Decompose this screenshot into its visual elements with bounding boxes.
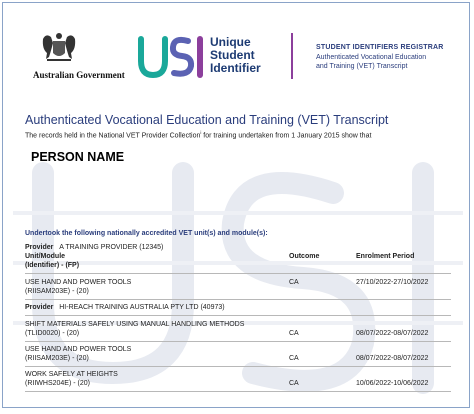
col-period-header: Enrolment Period <box>356 253 415 260</box>
document-title: Authenticated Vocational Education and Training (VET) Transcript <box>25 113 389 127</box>
unit-period: 08/07/2022-08/07/2022 <box>356 355 429 362</box>
provider-label: Provider <box>25 304 54 311</box>
provider-name: HI-REACH TRAINING AUSTRALIA PTY LTD (40973) <box>59 304 225 311</box>
registrar-line-2: Authenticated Vocational Education <box>316 53 427 61</box>
registrar-title: STUDENT IDENTIFIERS REGISTRAR <box>316 44 444 51</box>
table-divider <box>25 315 451 316</box>
unit-identifier: (RIISAM203E) - (20) <box>25 355 89 362</box>
unit-name: WORK SAFELY AT HEIGHTS <box>25 371 118 378</box>
col-outcome-header: Outcome <box>289 253 320 260</box>
government-name: Australian Government <box>33 70 125 80</box>
table-divider <box>25 273 451 274</box>
col-unit-header: Unit/Module <box>25 253 66 260</box>
unit-name: USE HAND AND POWER TOOLS <box>25 346 132 353</box>
usi-wordmark <box>210 36 261 75</box>
table-divider <box>25 391 451 392</box>
subtitle-text: The records held in the National VET Provider Collection <box>25 132 201 140</box>
table-divider <box>25 341 451 342</box>
unit-period: 10/06/2022-10/06/2022 <box>356 380 429 387</box>
usi-word-unique: Unique <box>210 35 251 49</box>
unit-name: SHIFT MATERIALS SAFELY USING MANUAL HANDLING METHODS <box>25 321 245 328</box>
transcript-page <box>2 2 470 408</box>
unit-outcome: CA <box>289 330 299 337</box>
provider-name: A TRAINING PROVIDER (12345) <box>59 244 164 251</box>
unit-name: USE HAND AND POWER TOOLS <box>25 279 132 286</box>
unit-period: 08/07/2022-08/07/2022 <box>356 330 429 337</box>
col-unit-header-ident: (Identifier) - (FP) <box>25 262 80 269</box>
unit-identifier: (TLID0020) - (20) <box>25 330 80 337</box>
usi-word-student: Student <box>210 48 255 62</box>
usi-logo-icon <box>136 33 206 81</box>
usi-word-identifier: Identifier <box>210 61 261 75</box>
units-heading: Undertook the following nationally accredited VET unit(s) and module(s): <box>25 230 268 237</box>
subtitle-footnote-mark: i <box>200 130 202 135</box>
table-divider <box>25 299 451 300</box>
person-name: PERSON NAME <box>31 150 125 164</box>
unit-identifier: (RIISAM203E) - (20) <box>25 288 89 295</box>
unit-outcome: CA <box>289 279 299 286</box>
registrar-line-3: and Training (VET) Transcript <box>316 63 408 70</box>
provider-label: Provider <box>25 244 54 251</box>
table-divider <box>25 366 451 367</box>
page-header <box>3 3 470 103</box>
usi-mark-text: USI <box>136 33 138 34</box>
unit-outcome: CA <box>289 355 299 362</box>
coat-of-arms-icon <box>39 31 79 63</box>
registrar-block <box>316 43 444 72</box>
header-divider <box>291 33 293 79</box>
document-subtitle <box>25 130 371 139</box>
subtitle-text-end: for training undertaken from 1 January 2015 show that <box>201 132 372 140</box>
unit-period: 27/10/2022-27/10/2022 <box>356 279 429 286</box>
unit-outcome: CA <box>289 380 299 387</box>
unit-identifier: (RIIWHS204E) - (20) <box>25 380 90 387</box>
